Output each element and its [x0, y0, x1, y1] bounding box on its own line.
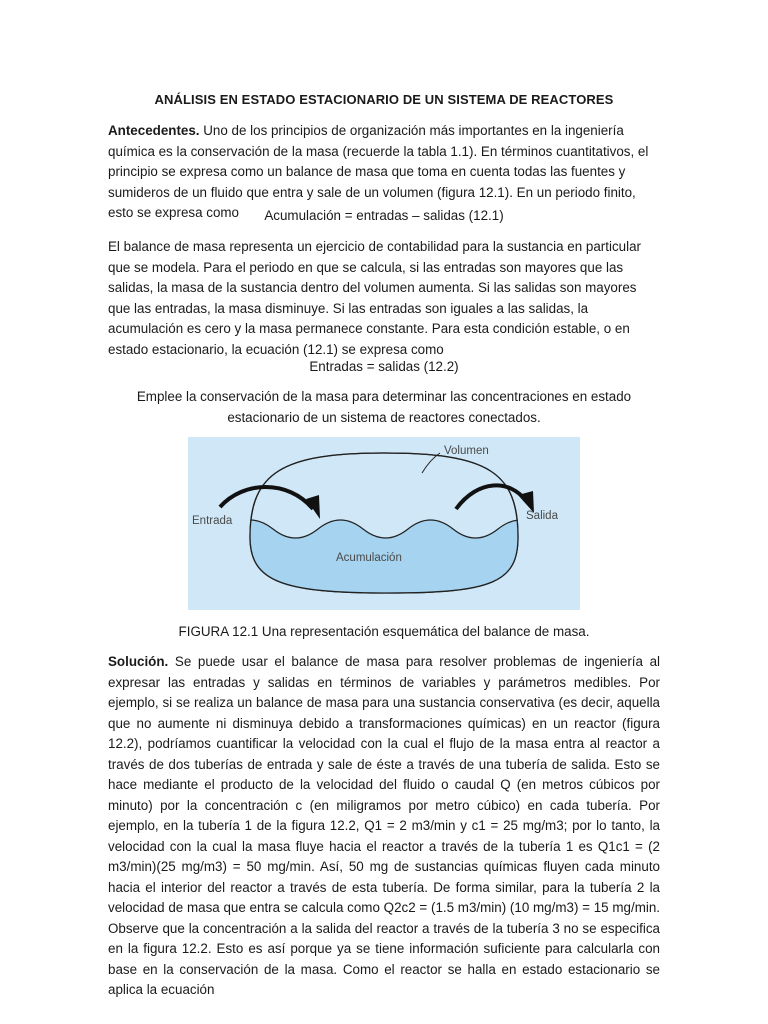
volumen-label: Volumen — [444, 445, 489, 457]
task-statement: Emplee la conservación de la masa para determinar las concentraciones en estado estacionario de un sistema de reactores conectados. — [136, 389, 632, 425]
solucion-paragraph — [108, 652, 660, 1001]
entrada-label: Entrada — [192, 515, 233, 527]
salida-label: Salida — [526, 510, 558, 522]
solucion-text: Se puede usar el balance de masa para resolver problemas de ingeniería al expresar las entradas y salidas en términos de variables y parámetros medibles. Por ejemplo, si se realiza un balance de masa para una sustancia conservativa (es decir, aquella que no aumente ni disminuya debido a transformaciones químicas) en un reactor (figura 12.2), podríamos cuantificar la velocidad con la cual el flujo de la masa entra al reactor a través de dos tuberías de entrada y sale de éste a través de una tubería de salida. Esto se hace mediante el producto de la velocidad del fluido o caudal Q (en metros cúbicos por minuto) por la concentración c (en miligramos por metro cúbico) en cada tubería. Por ejemplo, en la tubería 1 de la figura 12.2, Q1 = 2 m3/min y c1 = 25 mg/m3; por lo tanto, la velocidad con la cual la masa fluye hacia el reactor a través de la tubería 1 es Q1c1 = (2 m3/min)(25 mg/m3) = 50 mg/min. Así, 50 mg de sustancias químicas fluyen cada minuto hacia el interior del reactor a través de esta tubería. De forma similar, para la tubería 2 la velocidad de masa que entra se calcula como Q2c2 = (1.5 m3/min) (10 mg/m3) = 15 mg/min. Observe que la concentración a la salida del reactor a través de la tubería 3 no se especifica en la figura 12.2. Esto es así porque ya se tiene información suficiente para calcularla con base en la conservación de la masa. Como el reactor se halla en estado estacionario se aplica la ecuación — [108, 654, 660, 997]
antecedentes-label: Antecedentes. — [108, 123, 200, 138]
figure-12-1 — [188, 437, 580, 610]
page-title: ANÁLISIS EN ESTADO ESTACIONARIO DE UN SISTEMA DE REACTORES — [154, 92, 614, 107]
acumulacion-label: Acumulación — [336, 552, 402, 564]
balance-paragraph: El balance de masa representa un ejercicio de contabilidad para la sustancia en particular que se modela. Para el periodo en que se calcula, si las entradas son mayores que las salidas, la masa de la sustancia dentro del volumen aumenta. Si las salidas son mayores que las entradas, la masa disminuye. Si las entradas son iguales a las salidas, la acumulación es cero y la masa permanece constante. Para esta condición estable, o en estado estacionario, la ecuación (12.1) se expresa como — [108, 239, 641, 357]
mass-balance-diagram — [188, 437, 580, 610]
figure-caption: FIGURA 12.1 Una representación esquemática del balance de masa. — [178, 624, 590, 639]
solucion-label: Solución. — [108, 654, 169, 669]
equation-12-1: Acumulación = entradas – salidas (12.1) — [264, 208, 504, 223]
equation-12-2: Entradas = salidas (12.2) — [309, 359, 459, 374]
antecedentes-text: Uno de los principios de organización más importantes en la ingeniería química es la conservación de la masa (recuerde la tabla 1.1). En términos cuantitativos, el principio se expresa como un balance de masa que toma en cuenta todas las fuentes y sumideros de un fluido que entra y sale de un volumen (figura 12.1). En un periodo finito, esto se expresa como — [108, 123, 649, 220]
